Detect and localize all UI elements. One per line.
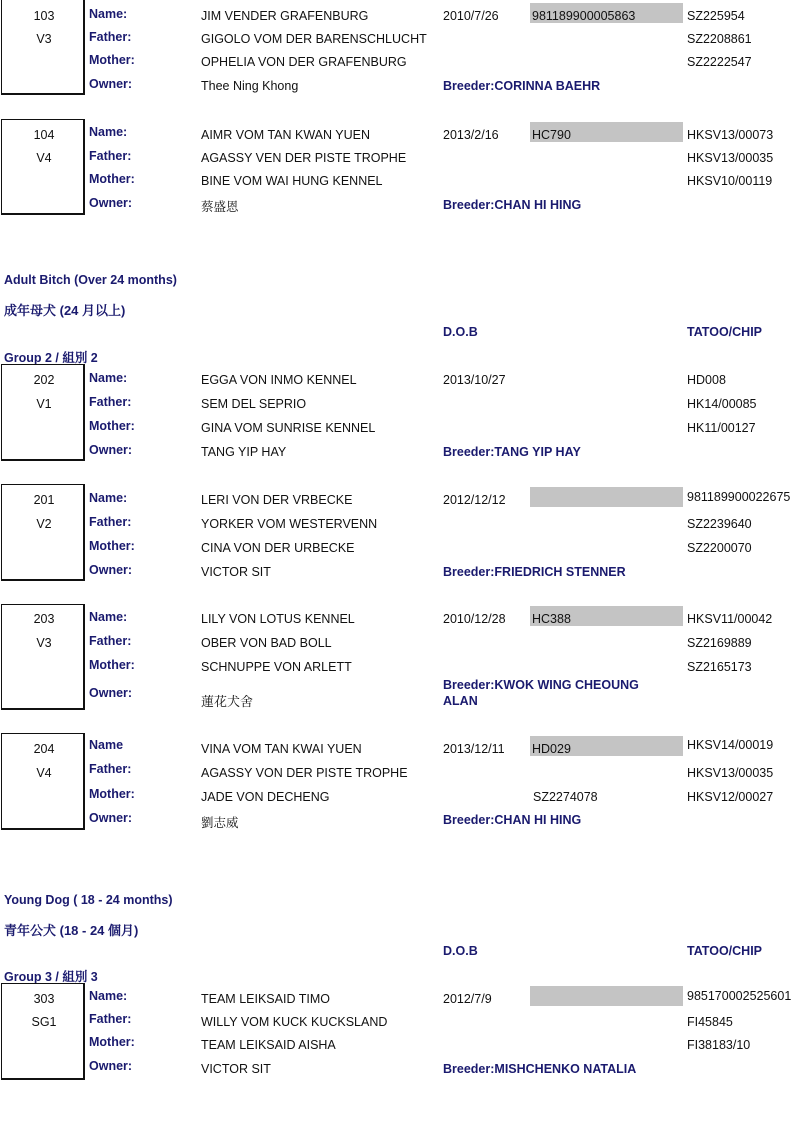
mother-label: Mother: — [89, 539, 135, 553]
mother-chip: SZ2274078 — [533, 790, 598, 804]
mother-reg: HKSV10/00119 — [687, 174, 773, 188]
father-name: OBER VON BAD BOLL — [201, 636, 332, 650]
mother-reg: FI38183/10 — [687, 1038, 751, 1052]
entry-grade: V4 — [36, 766, 52, 780]
name-label: Name: — [89, 371, 128, 385]
owner-name: Thee Ning Khong — [201, 79, 299, 93]
father-name: WILLY VOM KUCK KUCKSLAND — [201, 1015, 388, 1029]
owner-name: 劉志威 — [201, 816, 239, 830]
dob: 2013/2/16 — [443, 128, 499, 142]
dob-column-header: D.O.B — [443, 325, 478, 339]
name-label: Name: — [89, 491, 128, 505]
mother-reg: SZ2200070 — [687, 541, 752, 555]
entry-number: 303 — [33, 992, 55, 1006]
mother-name: OPHELIA VON DER GRAFENBURG — [201, 55, 407, 69]
breeder-line-2: ALAN — [443, 694, 478, 708]
owner-name: VICTOR SIT — [201, 1062, 271, 1076]
name-label: Name: — [89, 125, 128, 139]
breeder: Breeder:CHAN HI HING — [443, 813, 582, 827]
chip-column-header: TATOO/CHIP — [687, 944, 762, 958]
section-title-en: Adult Bitch (Over 24 months) — [4, 273, 177, 287]
father-name: AGASSY VEN DER PISTE TROPHE — [201, 151, 407, 165]
entry-number: 204 — [33, 742, 55, 756]
entry-grade: V4 — [36, 151, 52, 165]
owner-label: Owner: — [89, 196, 133, 210]
father-reg: HK14/00085 — [687, 397, 757, 411]
breeder: Breeder:CORINNA BAEHR — [443, 79, 601, 93]
entry-grade: V3 — [36, 636, 52, 650]
mother-label: Mother: — [89, 658, 135, 672]
mother-label: Mother: — [89, 53, 135, 67]
dob-column-header: D.O.B — [443, 944, 478, 958]
father-reg: HKSV13/00035 — [687, 766, 774, 780]
dog-name: AIMR VOM TAN KWAN YUEN — [201, 128, 371, 142]
dog-name: LERI VON DER VRBECKE — [201, 493, 353, 507]
entry-number: 103 — [33, 9, 55, 23]
mother-name: JADE VON DECHENG — [201, 790, 330, 804]
registration-number: HKSV14/00019 — [687, 738, 774, 752]
father-label: Father: — [89, 149, 132, 163]
father-name: GIGOLO VOM DER BARENSCHLUCHT — [201, 32, 427, 46]
entry-number: 203 — [33, 612, 55, 626]
dog-name: VINA VOM TAN KWAI YUEN — [201, 742, 362, 756]
chip-value: HD029 — [532, 742, 571, 756]
breeder: Breeder:TANG YIP HAY — [443, 445, 581, 459]
section-title-zh: 成年母犬 (24 月以上) — [4, 303, 126, 318]
breeder: Breeder:MISHCHENKO NATALIA — [443, 1062, 637, 1076]
breeder: Breeder:CHAN HI HING — [443, 198, 582, 212]
registration-number: HKSV11/00042 — [687, 612, 773, 626]
chip-value: HC790 — [532, 128, 571, 142]
chip-field — [530, 487, 683, 507]
owner-label: Owner: — [89, 1059, 133, 1073]
father-label: Father: — [89, 634, 132, 648]
father-label: Father: — [89, 395, 132, 409]
mother-label: Mother: — [89, 419, 135, 433]
chip-value: HC388 — [532, 612, 571, 626]
registration-number: 981189900022675 — [687, 490, 791, 504]
mother-label: Mother: — [89, 172, 135, 186]
dob: 2013/10/27 — [443, 373, 506, 387]
father-reg: SZ2208861 — [687, 32, 752, 46]
mother-reg: HK11/00127 — [687, 421, 756, 435]
dog-name: TEAM LEIKSAID TIMO — [201, 992, 330, 1006]
owner-name: VICTOR SIT — [201, 565, 271, 579]
mother-reg: SZ2165173 — [687, 660, 752, 674]
dob: 2010/12/28 — [443, 612, 506, 626]
owner-label: Owner: — [89, 443, 133, 457]
mother-name: CINA VON DER URBECKE — [201, 541, 355, 555]
father-reg: HKSV13/00035 — [687, 151, 774, 165]
entry-number: 104 — [33, 128, 55, 142]
mother-name: GINA VOM SUNRISE KENNEL — [201, 421, 376, 435]
father-name: YORKER VOM WESTERVENN — [201, 517, 378, 531]
mother-name: SCHNUPPE VON ARLETT — [201, 660, 352, 674]
mother-label: Mother: — [89, 787, 135, 801]
registration-number: HKSV13/00073 — [687, 128, 774, 142]
mother-label: Mother: — [89, 1035, 135, 1049]
owner-name: 蔡盛恩 — [201, 200, 239, 214]
dob: 2012/7/9 — [443, 992, 492, 1006]
dob: 2012/12/12 — [443, 493, 506, 507]
dog-name: JIM VENDER GRAFENBURG — [201, 9, 369, 23]
dog-name: LILY VON LOTUS KENNEL — [201, 612, 355, 626]
father-label: Father: — [89, 30, 132, 44]
owner-name: TANG YIP HAY — [201, 445, 287, 459]
breeder: Breeder:KWOK WING CHEOUNG — [443, 678, 639, 692]
entry-grade: V3 — [36, 32, 52, 46]
owner-label: Owner: — [89, 77, 133, 91]
group-heading: Group 2 / 組別 2 — [4, 351, 98, 365]
mother-reg: SZ2222547 — [687, 55, 752, 69]
father-label: Father: — [89, 515, 132, 529]
mother-reg: HKSV12/00027 — [687, 790, 774, 804]
father-reg: FI45845 — [687, 1015, 733, 1029]
owner-label: Owner: — [89, 686, 133, 700]
section-title-en: Young Dog ( 18 - 24 months) — [4, 893, 173, 907]
father-name: AGASSY VON DER PISTE TROPHE — [201, 766, 408, 780]
father-label: Father: — [89, 1012, 132, 1026]
registration-number: SZ225954 — [687, 9, 745, 23]
chip-value: 981189900005863 — [532, 9, 636, 23]
breeder: Breeder:FRIEDRICH STENNER — [443, 565, 626, 579]
father-name: SEM DEL SEPRIO — [201, 397, 307, 411]
name-label: Name: — [89, 610, 128, 624]
entry-grade: SG1 — [31, 1015, 57, 1029]
entry-grade: V2 — [36, 517, 52, 531]
section-title-zh: 青年公犬 (18 - 24 個月) — [4, 923, 139, 938]
entry-grade: V1 — [36, 397, 52, 411]
chip-column-header: TATOO/CHIP — [687, 325, 762, 339]
registration-number: 985170002525601 — [687, 989, 792, 1003]
father-reg: SZ2239640 — [687, 517, 752, 531]
mother-name: BINE VOM WAI HUNG KENNEL — [201, 174, 383, 188]
dog-name: EGGA VON INMO KENNEL — [201, 373, 357, 387]
dob: 2010/7/26 — [443, 9, 499, 23]
name-label: Name: — [89, 7, 128, 21]
group-heading: Group 3 / 組別 3 — [4, 970, 98, 984]
father-label: Father: — [89, 762, 132, 776]
owner-label: Owner: — [89, 563, 133, 577]
entry-number: 202 — [33, 373, 55, 387]
owner-label: Owner: — [89, 811, 133, 825]
mother-name: TEAM LEIKSAID AISHA — [201, 1038, 336, 1052]
registration-number: HD008 — [687, 373, 726, 387]
father-reg: SZ2169889 — [687, 636, 752, 650]
name-label: Name — [89, 738, 124, 752]
chip-field — [530, 986, 683, 1006]
name-label: Name: — [89, 989, 128, 1003]
owner-name: 蓮花犬舍 — [201, 694, 254, 709]
entry-number: 201 — [33, 493, 55, 507]
dob: 2013/12/11 — [443, 742, 505, 756]
